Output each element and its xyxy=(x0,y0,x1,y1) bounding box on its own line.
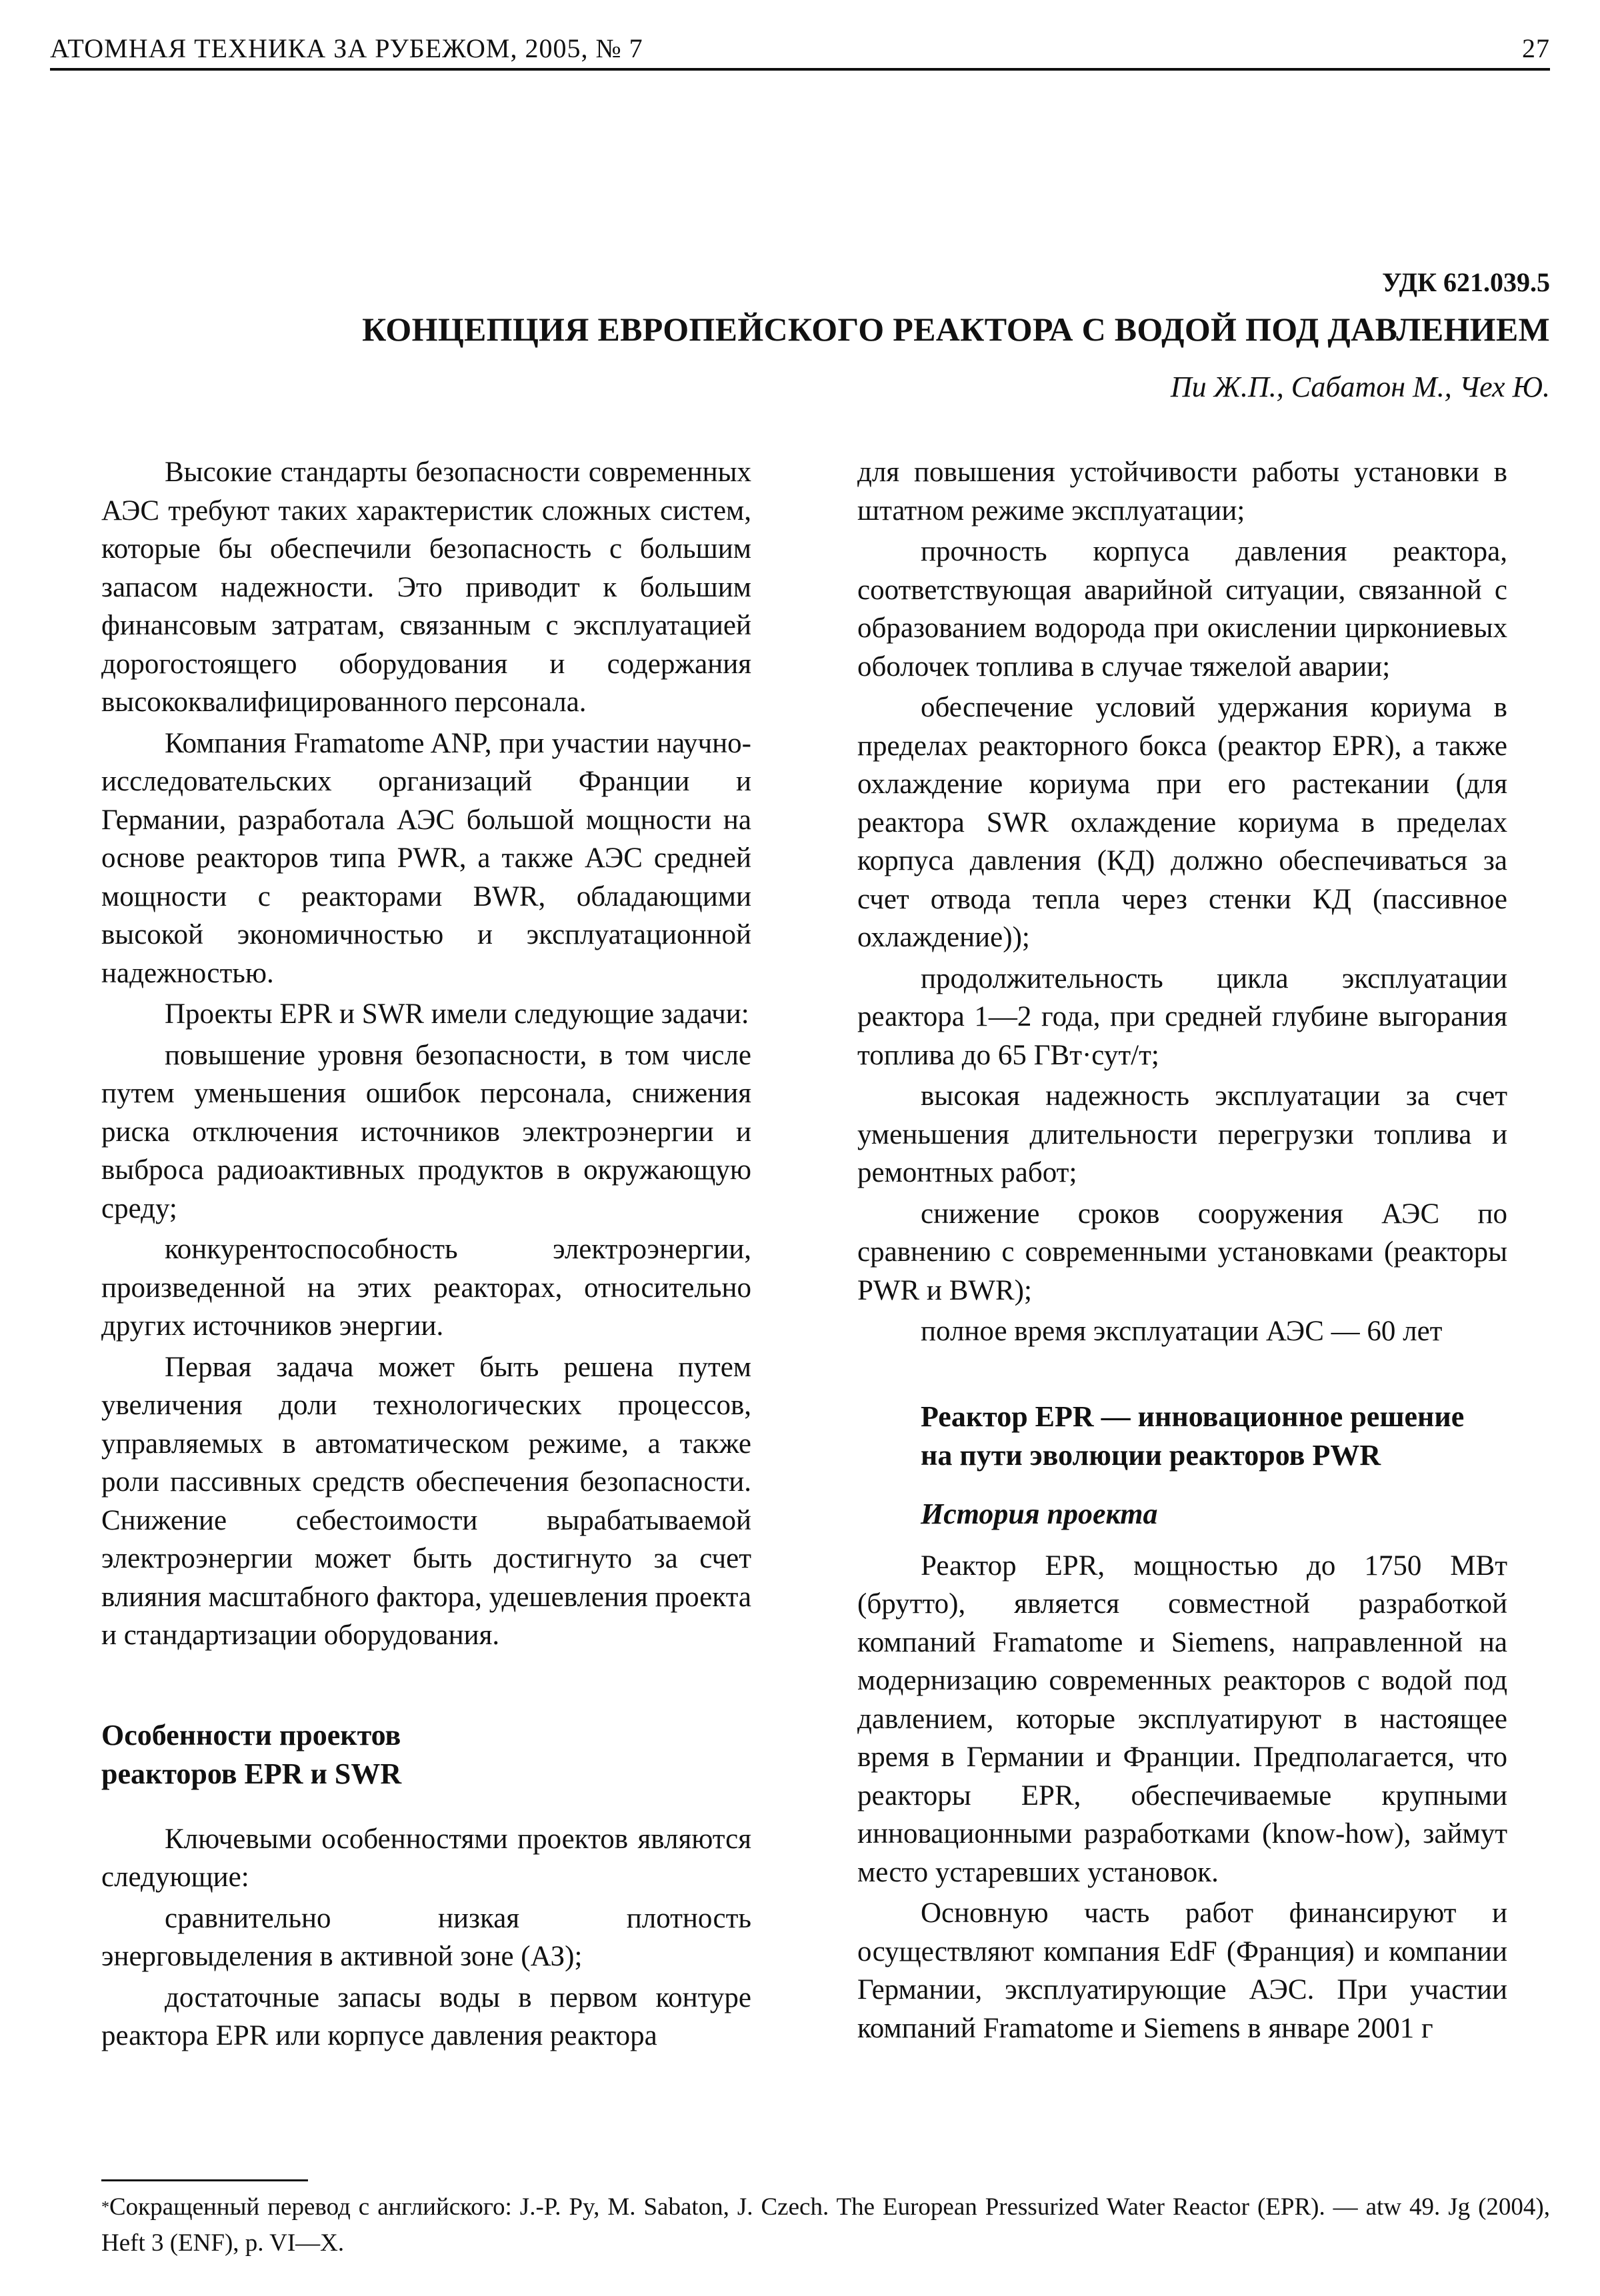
paragraph: Первая задача может быть решена путем увеличения доли технологических процессов, управляемых в автоматическом режиме, а также роли пассивных средств обеспечения безопасности. Снижение себестоимости вырабатываемой электроэнергии может быть достигнуто за счет влияния масштабного фактора, удешевления проекта и стандартизации оборудования. xyxy=(101,1351,751,1651)
section-heading: Реактор EPR — инновационное решение на пути эволюции реакторов PWR xyxy=(921,1400,1465,1472)
article-title: КОНЦЕПЦИЯ ЕВРОПЕЙСКОГО РЕАКТОРА С ВОДОЙ ПОД ДАВЛЕНИЕМ xyxy=(362,311,1550,348)
page-number: 27 xyxy=(1522,33,1550,63)
paragraph: Реактор EPR, мощностью до 1750 МВт (брутто), является совместной разработкой компаний Framatome и Siemens, направленной на модернизацию современных реакторов с водой под давлением, которые эксплуатируют в настоящее время в Германии и Франции. Предполагается, что реакторы EPR, обеспечиваемые крупными инновационными разработками (know-how), займут место устаревших установок. xyxy=(857,1550,1507,1888)
list-item: сравнительно низкая плотность энерговыделения в активной зоне (АЗ); xyxy=(101,1902,751,1972)
right-column xyxy=(857,453,1507,2050)
paragraph: Высокие стандарты безопасности современных АЭС требуют таких характеристик сложных систем, которые бы обеспечили безопасность с большим запасом надежности. Это приводит к большим финансовым затратам, связанным с эксплуатацией дорогостоящего оборудования и содержания высококвалифицированного персонала. xyxy=(101,457,751,718)
left-column xyxy=(101,453,751,2058)
paragraph: Компания Framatome ANP, при участии научно-исследовательских организаций Франции и Германии, разработала АЭС большой мощности на основе реакторов типа PWR, а также АЭС средней мощности с реакторами BWR, обладающими высокой экономичностью и эксплуатационной надежностью. xyxy=(101,727,751,989)
list-item: повышение уровня безопасности, в том числе путем уменьшения ошибок персонала, снижения риска отключения источников электроэнергии и выброса радиоактивных продуктов в окружающую среду; xyxy=(101,1039,751,1224)
list-item: конкурентоспособность электроэнергии, произведенной на этих реакторах, относительно других источников энергии. xyxy=(101,1234,751,1342)
footnote-rule xyxy=(101,2179,308,2181)
list-item: обеспечение условий удержания кориума в пределах реакторного бокса (реактор EPR), а также охлаждение кориума при его растекании (для реактора SWR охлаждение кориума в пределах корпуса давления (КД) должно обеспечиваться за счет отвода тепла через стенки КД (пассивное охлаждение)); xyxy=(857,692,1507,953)
running-header xyxy=(50,25,1550,71)
article-authors: Пи Ж.П., Сабатон М., Чех Ю. xyxy=(1170,371,1550,403)
udk-code: УДК 621.039.5 xyxy=(1382,267,1550,297)
list-item: для повышения устойчивости работы установки в штатном режиме эксплуатации; xyxy=(857,457,1507,527)
list-item: продолжительность цикла эксплуатации реактора 1—2 года, при средней глубине выгорания топлива до 65 ГВт·сут/т; xyxy=(857,962,1507,1071)
paragraph: Проекты EPR и SWR имели следующие задачи: xyxy=(165,998,749,1030)
subsection-heading: История проекта xyxy=(921,1497,1158,1530)
paragraph: Ключевыми особенностями проектов являются следующие: xyxy=(101,1823,751,1893)
list-item: высокая надежность эксплуатации за счет уменьшения длительности перегрузки топлива и ремонтных работ; xyxy=(857,1080,1507,1188)
list-item: достаточные запасы воды в первом контуре реактора EPR или корпусе давления реактора xyxy=(101,1981,751,2051)
paragraph: Основную часть работ финансируют и осуществляют компания EdF (Франция) и компании Германии, эксплуатирующие АЭС. При участии компаний Framatome и Siemens в январе 2001 г xyxy=(857,1897,1507,2044)
list-item: снижение сроков сооружения АЭС по сравнению с современными установками (реакторы PWR и BWR); xyxy=(857,1198,1507,1306)
footnote-text: Сокращенный перевод с английского: J.-P. Py, M. Sabaton, J. Czech. The European Pressurized Water Reactor (EPR). — atw 49. Jg (2004), Heft 3 (ENF), p. VI—X. xyxy=(101,2193,1550,2257)
journal-title: АТОМНАЯ ТЕХНИКА ЗА РУБЕЖОМ, 2005, № 7 xyxy=(50,33,643,63)
footnote xyxy=(101,2189,1550,2261)
section-heading: Особенности проектов реакторов EPR и SWR xyxy=(101,1718,402,1790)
list-item: полное время эксплуатации АЭС — 60 лет xyxy=(921,1316,1443,1347)
list-item: прочность корпуса давления реактора, соответствующая аварийной ситуации, связанной с образованием водорода при окислении циркониевых оболочек топлива в случае тяжелой аварии; xyxy=(857,536,1507,682)
footnote-marker: * xyxy=(101,2199,109,2216)
